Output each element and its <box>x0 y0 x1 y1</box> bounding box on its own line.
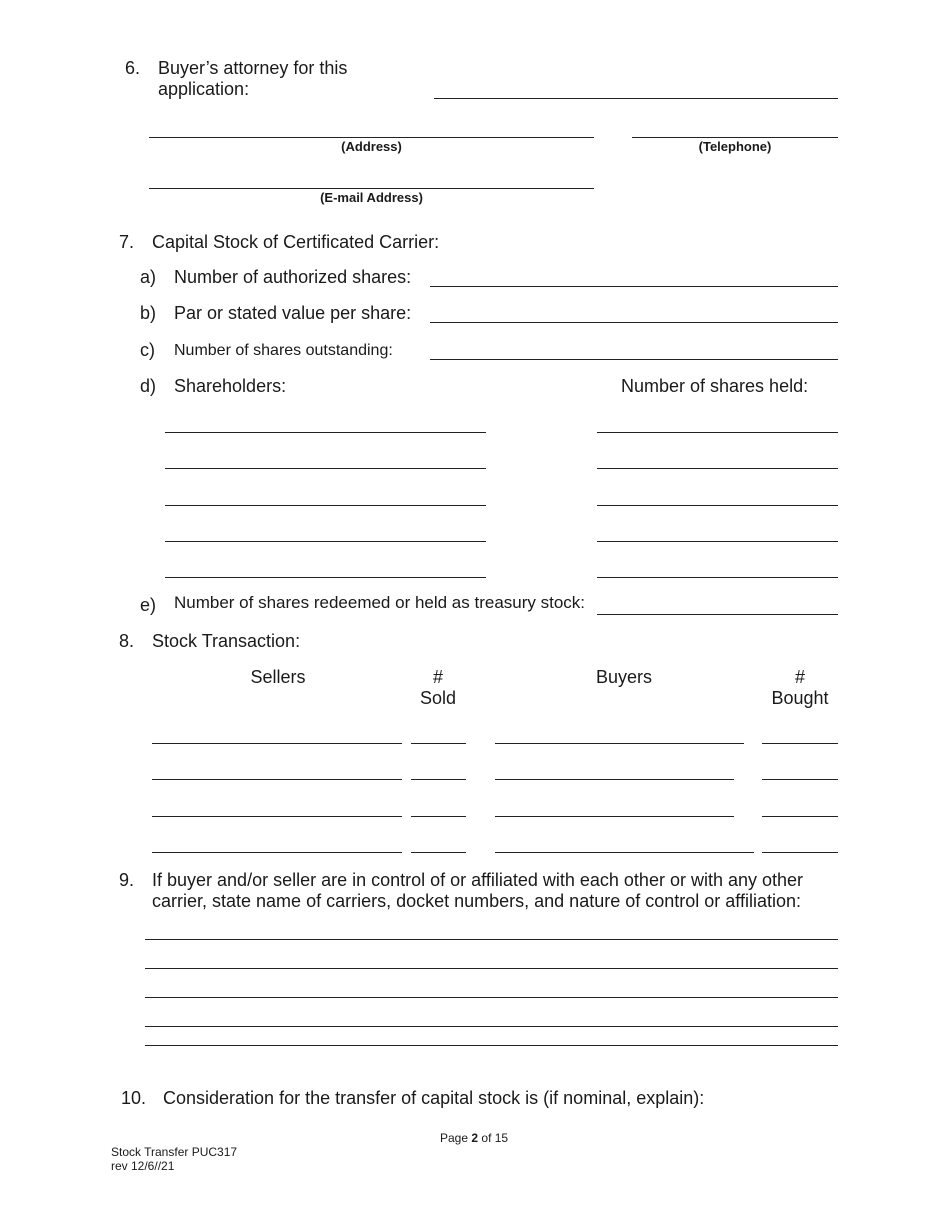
q9-text-line2: carrier, state name of carriers, docket numbers, and nature of control or affiliation: <box>152 891 801 911</box>
telephone-label: (Telephone) <box>698 139 772 154</box>
q7c-text: Number of shares outstanding: <box>174 342 393 359</box>
buyers-header: Buyers <box>595 667 653 687</box>
affiliation-line-field[interactable] <box>145 939 838 940</box>
attorney-email-field[interactable] <box>149 188 594 189</box>
page-current: 2 <box>471 1131 479 1145</box>
bought-hash: # <box>794 667 805 687</box>
buyer-name-field[interactable] <box>495 816 734 817</box>
shares-held-header: Number of shares held: <box>621 376 809 396</box>
shares-outstanding-field[interactable] <box>430 359 838 360</box>
attorney-address-field[interactable] <box>149 137 594 138</box>
q7c-letter: c) <box>140 340 155 360</box>
page-prefix: Page <box>440 1131 469 1145</box>
buyer-name-field[interactable] <box>495 852 754 853</box>
shares-sold-field[interactable] <box>411 779 466 780</box>
shareholder-name-field[interactable] <box>165 541 486 542</box>
shareholder-name-field[interactable] <box>165 432 486 433</box>
shares-held-field[interactable] <box>597 505 838 506</box>
q7-number: 7. <box>119 232 135 252</box>
q6-text-line2: application: <box>158 79 250 99</box>
q6-number: 6. <box>125 58 141 78</box>
form-revision: rev 12/6//21 <box>111 1159 175 1173</box>
attorney-telephone-field[interactable] <box>632 137 838 138</box>
shares-held-field[interactable] <box>597 541 838 542</box>
sold-header: Sold <box>419 688 457 708</box>
q7d-text: Shareholders: <box>174 376 287 396</box>
seller-name-field[interactable] <box>152 852 402 853</box>
seller-name-field[interactable] <box>152 743 402 744</box>
q7d-letter: d) <box>140 376 157 396</box>
affiliation-line-field[interactable] <box>145 1026 838 1027</box>
shares-held-field[interactable] <box>597 432 838 433</box>
affiliation-line-field[interactable] <box>145 1045 838 1046</box>
affiliation-line-field[interactable] <box>145 997 838 998</box>
q7e-text: Number of shares redeemed or held as treasury stock: <box>174 593 586 612</box>
q7a-text: Number of authorized shares: <box>174 267 412 287</box>
shares-sold-field[interactable] <box>411 852 466 853</box>
bought-header: Bought <box>771 688 829 708</box>
sold-hash: # <box>432 667 443 687</box>
shareholder-name-field[interactable] <box>165 468 486 469</box>
page-total: of 15 <box>481 1131 509 1145</box>
address-label: (Address) <box>341 139 402 154</box>
q8-number: 8. <box>119 631 135 651</box>
q6-text-line1: Buyer’s attorney for this <box>158 58 348 78</box>
email-label: (E-mail Address) <box>320 190 423 205</box>
form-name: Stock Transfer PUC317 <box>111 1145 238 1159</box>
q7b-letter: b) <box>140 303 157 323</box>
shareholder-name-field[interactable] <box>165 577 486 578</box>
buyer-name-field[interactable] <box>495 743 744 744</box>
q7-title: Capital Stock of Certificated Carrier: <box>152 232 440 252</box>
shares-bought-field[interactable] <box>762 816 838 817</box>
attorney-name-field[interactable] <box>434 98 838 99</box>
shares-held-field[interactable] <box>597 468 838 469</box>
affiliation-line-field[interactable] <box>145 968 838 969</box>
shares-bought-field[interactable] <box>762 852 838 853</box>
q7b-text: Par or stated value per share: <box>174 303 412 323</box>
par-value-field[interactable] <box>430 322 838 323</box>
authorized-shares-field[interactable] <box>430 286 838 287</box>
seller-name-field[interactable] <box>152 779 402 780</box>
sellers-header: Sellers <box>250 667 306 687</box>
shares-bought-field[interactable] <box>762 743 838 744</box>
treasury-stock-field[interactable] <box>597 614 838 615</box>
q9-number: 9. <box>119 870 135 890</box>
shares-sold-field[interactable] <box>411 743 466 744</box>
q7a-letter: a) <box>140 267 157 287</box>
page-number <box>440 1131 508 1145</box>
shares-held-field[interactable] <box>597 577 838 578</box>
buyer-name-field[interactable] <box>495 779 734 780</box>
shares-sold-field[interactable] <box>411 816 466 817</box>
q7e-letter: e) <box>140 595 157 615</box>
q9-text-line1: If buyer and/or seller are in control of or affiliated with each other or with any other <box>152 870 804 890</box>
q8-title: Stock Transaction: <box>152 631 301 651</box>
seller-name-field[interactable] <box>152 816 402 817</box>
shares-bought-field[interactable] <box>762 779 838 780</box>
shareholder-name-field[interactable] <box>165 505 486 506</box>
q10-number: 10. <box>121 1088 147 1108</box>
q10-text: Consideration for the transfer of capital stock is (if nominal, explain): <box>163 1088 705 1108</box>
